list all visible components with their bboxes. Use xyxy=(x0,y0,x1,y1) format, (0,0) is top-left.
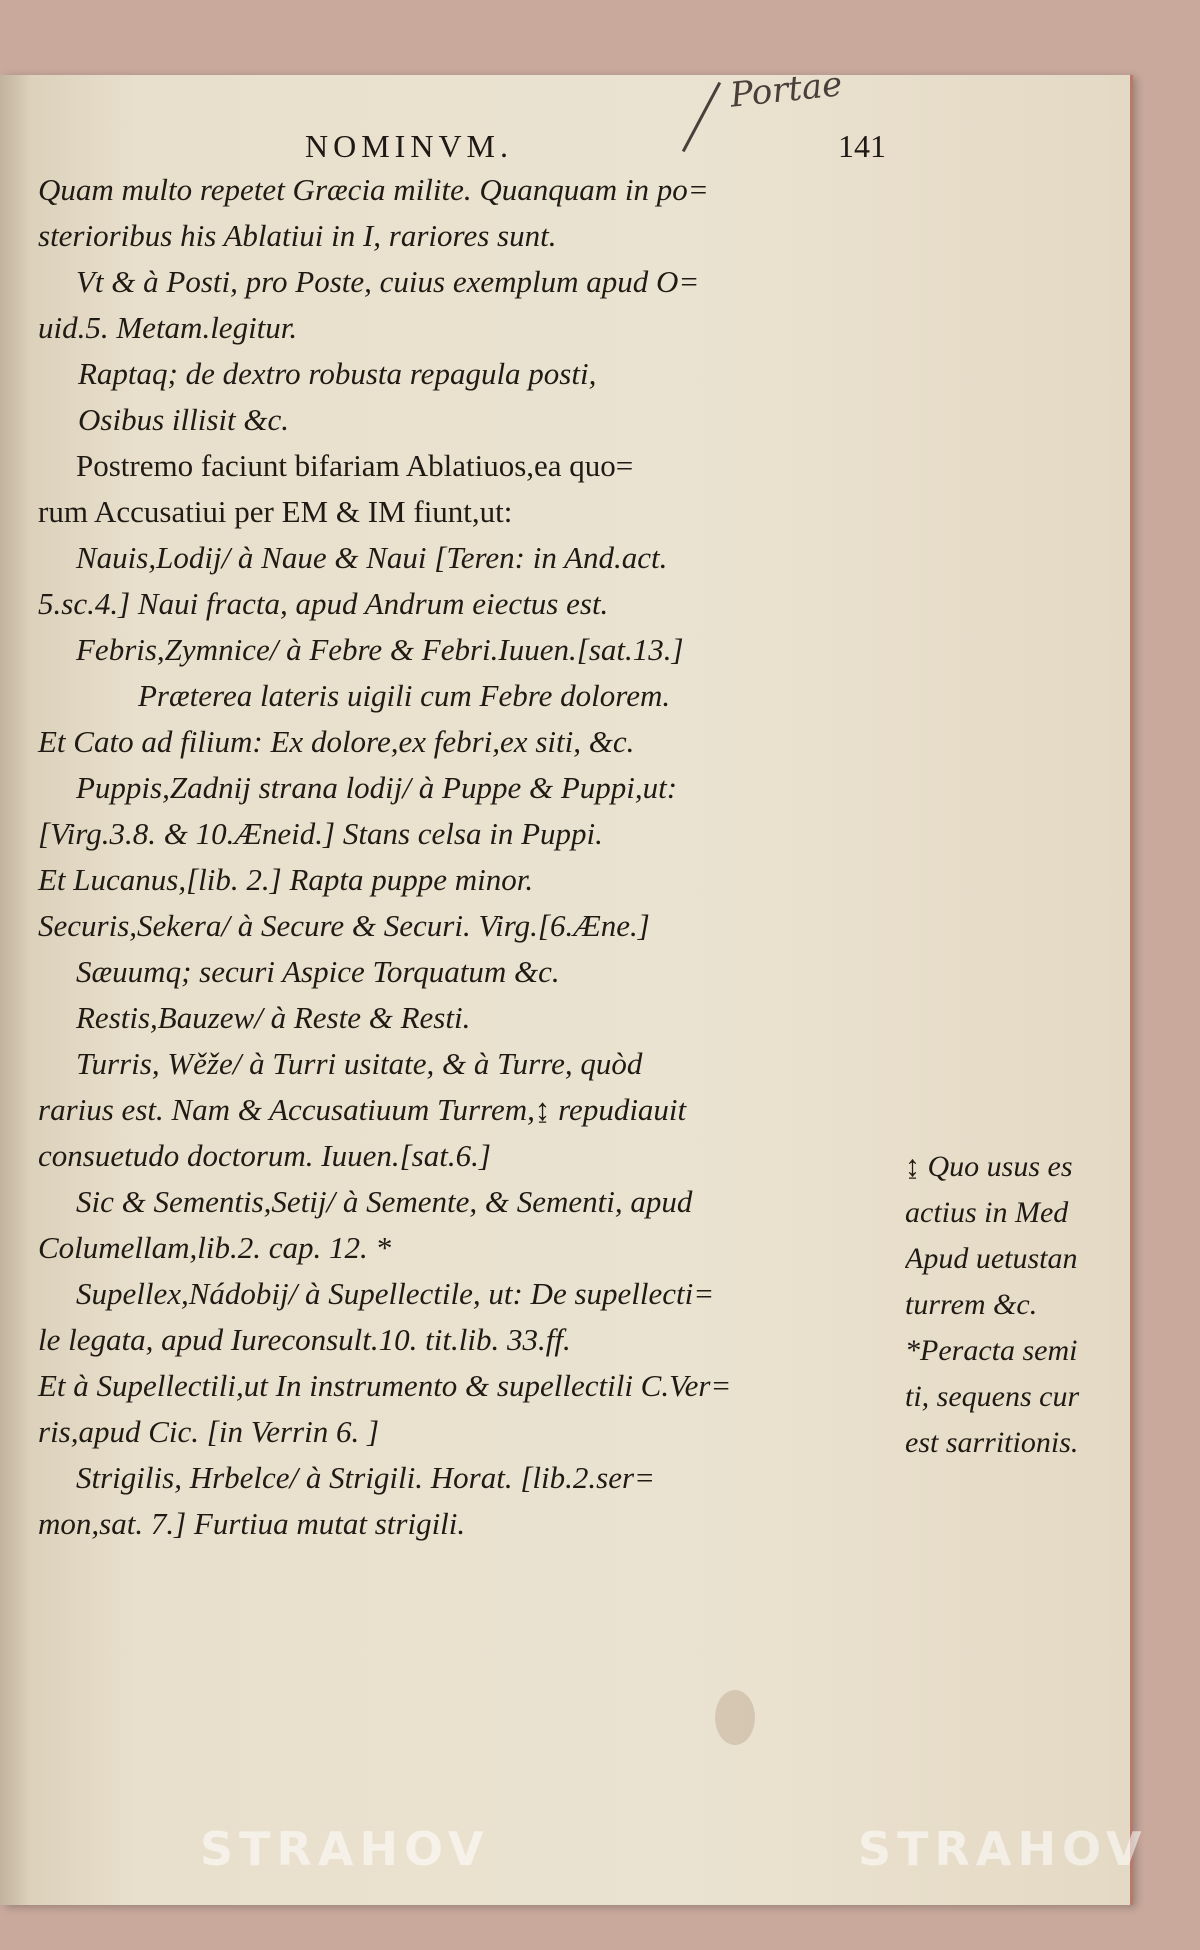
text-line: Securis,Sekera/ à Secure & Securi. Virg.[6.Æne.] xyxy=(38,908,650,943)
text-line: Et à Supellectili,ut In instrumento & supellectili C.Ver= xyxy=(38,1368,732,1403)
text-line: ris,apud Cic. [in Verrin 6. ] xyxy=(38,1414,380,1449)
text-line: mon,sat. 7.] Furtiua mutat strigili. xyxy=(38,1506,466,1541)
text-line: Præterea lateris uigili cum Febre dolorem. xyxy=(138,678,671,713)
text-line: le legata, apud Iureconsult.10. tit.lib. 33.ff. xyxy=(38,1322,571,1357)
text-line: consuetudo doctorum. Iuuen.[sat.6.] xyxy=(38,1138,491,1173)
page-number: 141 xyxy=(838,128,886,164)
text-line: Osibus illisit &c. xyxy=(78,402,289,437)
margin-note-line: turrem &c. xyxy=(905,1288,1038,1321)
text-line: Et Cato ad filium: Ex dolore,ex febri,ex siti, &c. xyxy=(38,724,635,759)
margin-note-line: actius in Med xyxy=(905,1196,1069,1229)
text-line: Raptaq; de dextro robusta repagula posti, xyxy=(78,356,597,391)
spine-shadow xyxy=(0,75,30,1905)
text-line: Vt & à Posti, pro Poste, cuius exemplum apud O= xyxy=(76,264,700,299)
watermark-right: STRAHOV xyxy=(858,1822,1148,1876)
text-line: Febris,Zymnice/ à Febre & Febri.Iuuen.[sat.13.] xyxy=(76,632,684,667)
margin-note-line: est sarritionis. xyxy=(905,1426,1079,1459)
text-line: Et Lucanus,[lib. 2.] Rapta puppe minor. xyxy=(38,862,534,897)
margin-note-line: ↨ Quo usus es xyxy=(905,1150,1073,1183)
margin-note-line: *Peracta semi xyxy=(905,1334,1078,1367)
paper-stain xyxy=(715,1690,755,1745)
book-page xyxy=(0,75,1130,1905)
running-title: NOMINVM. xyxy=(305,128,513,164)
page-header xyxy=(0,128,1130,168)
text-line: Postremo faciunt bifariam Ablatiuos,ea quo= xyxy=(76,448,634,483)
text-line: Columellam,lib.2. cap. 12. * xyxy=(38,1230,392,1265)
margin-note-line: Apud uetustan xyxy=(905,1242,1078,1275)
text-line: 5.sc.4.] Naui fracta, apud Andrum eiectus est. xyxy=(38,586,609,621)
text-line: [Virg.3.8. & 10.Æneid.] Stans celsa in Puppi. xyxy=(38,816,603,851)
text-line: Sic & Sementis,Setij/ à Semente, & Sementi, apud xyxy=(76,1184,693,1219)
handwritten-note: Portae xyxy=(728,64,845,116)
text-line: rarius est. Nam & Accusatiuum Turrem,↨ repudiauit xyxy=(38,1092,687,1127)
text-line: Puppis,Zadnij strana lodij/ à Puppe & Puppi,ut: xyxy=(76,770,678,805)
text-line: uid.5. Metam.legitur. xyxy=(38,310,298,345)
text-line: Quam multo repetet Græcia milite. Quanquam in po= xyxy=(38,172,709,207)
text-line: rum Accusatiui per EM & IM fiunt,ut: xyxy=(38,494,513,529)
text-line: Restis,Bauzew/ à Reste & Resti. xyxy=(76,1000,471,1035)
text-line: Supellex,Nádobij/ à Supellectile, ut: De supellecti= xyxy=(76,1276,715,1311)
text-line: sterioribus his Ablatiui in I, rariores sunt. xyxy=(38,218,557,253)
text-line: Strigilis, Hrbelce/ à Strigili. Horat. [lib.2.ser= xyxy=(76,1460,655,1495)
margin-note-line: ti, sequens cur xyxy=(905,1380,1080,1413)
text-line: Nauis,Lodij/ à Naue & Naui [Teren: in And.act. xyxy=(76,540,668,575)
text-line: Turris, Wěže/ à Turri usitate, & à Turre, quòd xyxy=(76,1046,643,1081)
watermark-left: STRAHOV xyxy=(200,1822,490,1876)
text-line: Sæuumq; securi Aspice Torquatum &c. xyxy=(76,954,560,989)
margin-notes xyxy=(905,1150,1130,1480)
